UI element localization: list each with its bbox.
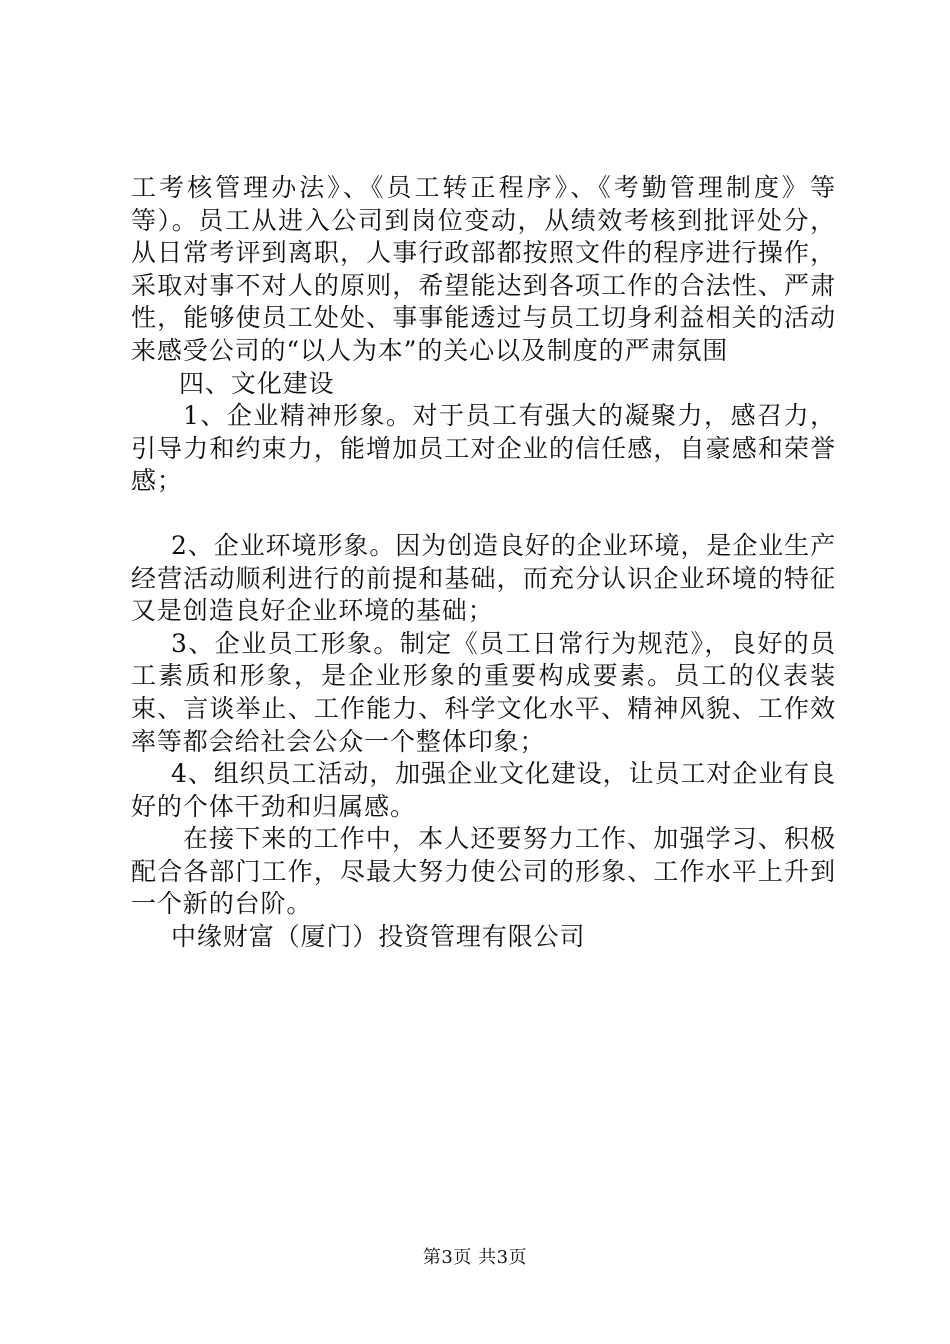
- page-number: 第3页 共3页: [422, 1247, 528, 1268]
- paragraph-employee-image: 3、企业员工形象。制定《员工日常行为规范》，良好的员工素质和形象，是企业形象的重要构成要素。员工的仪表装束、言谈举止、工作能力、科学文化水平、精神风貌、工作效率等都会给社会公众一个整体印象；: [131, 628, 836, 756]
- document-body: [131, 172, 836, 954]
- paragraph-corporate-spirit: 1、企业精神形象。对于员工有强大的凝聚力，感召力，引导力和约束力，能增加员工对企业的信任感，自豪感和荣誉感；: [131, 401, 836, 496]
- company-name: 中缘财富（厦门）投资管理有限公司: [171, 922, 586, 952]
- paragraph-conclusion: 在接下来的工作中，本人还要努力工作、加强学习、积极配合各部门工作，尽最大努力使公司的形象、工作水平上升到一个新的台阶。: [131, 824, 836, 919]
- paragraph-employee-activities: 4、组织员工活动，加强企业文化建设，让员工对企业有良好的个体干劲和归属感。: [131, 759, 836, 821]
- section-heading-culture: 四、文化建设: [179, 368, 335, 398]
- paragraph-corporate-environment: 2、企业环境形象。因为创造良好的企业环境，是企业生产经营活动顺利进行的前提和基础，而充分认识企业环境的特征又是创造良好企业环境的基础；: [131, 530, 836, 626]
- paragraph-hr-procedures: 工考核管理办法》、《员工转正程序》、《考勤管理制度》等等）。员工从进入公司到岗位变动，从绩效考核到批评处分，从日常考评到离职，人事行政部都按照文件的程序进行操作，采取对事不对人的原则，希望能达到各项工作的合法性、严肃性，能够使员工处处、事事能透过与员工切身利益相关的活动来感受公司的“以人为本”的关心以及制度的严肃氛围: [131, 173, 836, 365]
- paragraph-gap: [131, 498, 836, 530]
